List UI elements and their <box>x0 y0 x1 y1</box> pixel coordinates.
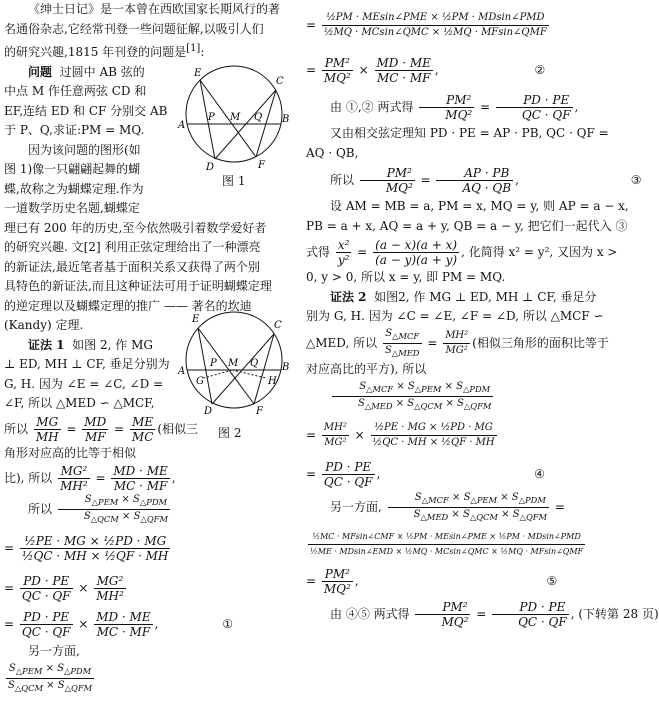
svg-text:M: M <box>230 112 241 123</box>
problem-line-3: EF,连结 ED 和 CF 分别交 AB <box>4 103 168 118</box>
proof2-line-8: 另一方面, $\frac{S_{\triangle MCF} \times S_{\triangle PEM} \times S_{\triangle PDM}}{S_{\triangle MED} \times S_{\triangle QCM} \times S_{\triangle QFM}}$ = <box>330 492 565 522</box>
proof2-line-1: 证法 2 如图2, 作 MG ⊥ ED, MH ⊥ CF, 垂足分 <box>330 289 597 304</box>
proof1-line-13: $\frac{S_{\triangle PEM} \times S_{\triangle PDM}}{S_{\triangle QCM} \times S_{\triangle QFM}}$ <box>8 662 93 693</box>
proof2-line-5: $\frac{S_{\triangle MCF} \times S_{\triangle PEM} \times S_{\triangle PDM}}{S_{\triangle MED} \times S_{\triangle QCM} \times S_{\triangle QFM}}$ <box>306 379 598 413</box>
proof1-cont-line-1: = $\frac{\text{½PM · MEsin∠PME × ½PM · MDsin∠PMD}}{\text{½MQ · MCsin∠QMC × ½MQ · MFsin∠QMF}}$ <box>306 12 547 38</box>
intro-line-2: 名通俗杂志,它经常刊登一些问题征解,以吸引人们 <box>4 21 264 36</box>
history-line-9: 的逆定理以及蝴蝶定理的推广 —— 著名的坎迪 <box>4 298 252 313</box>
svg-text:E: E <box>194 68 202 79</box>
svg-text:D: D <box>204 406 213 417</box>
proof1-line-10: = $\frac{PD \cdot PE}{QC \cdot QF}$ × $\frac{\text{MG²}}{\text{MH²}}$ <box>4 574 124 603</box>
proof2-line-3: △MED, 所以 $\frac{S_{\triangle MCF}}{S_{\triangle MED}}$ = $\frac{\text{MH²}}{\text{MG²}}$ (相似三角形的面积比等于 <box>306 327 609 358</box>
equation-label-4: ④ <box>534 467 545 481</box>
equation-label-1: ① <box>222 617 234 631</box>
history-line-2: 图 1)像一只翩翩起舞的蝴 <box>4 162 141 176</box>
figure-1-caption: 图 1 <box>222 174 246 188</box>
svg-text:C: C <box>276 76 284 87</box>
history-line-10: (Kandy) 定理. <box>4 318 84 332</box>
svg-text:G: G <box>196 376 204 387</box>
svg-text:M: M <box>228 358 239 369</box>
svg-text:F: F <box>256 406 263 417</box>
proof1-cont-line-9: 式得 $\frac{\text{x²}}{\text{y²}}$ = $\frac{(a - x)(a + x)}{(a - y)(a + y)}$ , 化简得 x² = y², 又因为 x > <box>306 238 618 267</box>
proof1-label: 证法 1 <box>28 337 65 352</box>
svg-text:B: B <box>282 114 290 125</box>
proof1-cont-line-8: PB = a + x, AQ = a + y, QB = a − y, 把它们一起代入 ③ <box>306 218 628 233</box>
proof1-line-3: G, H. 因为 ∠E = ∠C, ∠D = <box>4 376 164 391</box>
proof1-line-1: 证法 1 如图 2, 作 MG <box>28 337 153 352</box>
figure-2-caption: 图 2 <box>218 426 242 440</box>
right-column <box>306 0 659 630</box>
citation-1: [1] <box>186 43 201 54</box>
intro-line-1: 《绅士日记》是一本曾在西欧国家长期风行的著 <box>28 2 281 16</box>
svg-text:H: H <box>268 376 277 387</box>
intro-line-3: 的研究兴趣,1815 年刊登的问题是[1]: <box>4 43 205 59</box>
figure-1 <box>170 62 298 174</box>
proof2-line-2: 别为 G, H. 因为 ∠C = ∠E, ∠F = ∠D, 所以 △MCF ∽ <box>306 309 604 323</box>
proof2-line-11: 由 ④⑤ 两式得 $\frac{\text{PM²}}{\text{MQ²}}$ = $\frac{PD \cdot PE}{QC \cdot QF}$ , (下转第 28 页) <box>330 600 659 629</box>
proof1-line-4: ∠F, 所以 △MED ∽ △MCF, <box>4 396 155 410</box>
proof1-line-12: 另一方面, <box>28 644 80 658</box>
history-line-5: 理已有 200 年的历史,至今依然吸引着数学爱好者 <box>4 220 267 235</box>
equation-label-2: ② <box>534 63 546 77</box>
svg-text:Q: Q <box>254 112 263 123</box>
proof2-label: 证法 2 <box>330 289 367 304</box>
proof1-cont-line-2: = $\frac{\text{PM²}}{\text{MQ²}}$ × $\frac{MD \cdot ME}{MC \cdot MF}$ , ② <box>306 56 546 85</box>
svg-text:A: A <box>178 120 186 131</box>
proof1-cont-line-5: AQ · QB, <box>306 145 359 160</box>
svg-text:P: P <box>208 112 215 123</box>
history-line-1: 因为该问题的图形(如 <box>28 142 141 157</box>
history-line-3: 蝶,故称之为蝴蝶定理.作为 <box>4 181 144 196</box>
proof1-cont-line-4: 又由相交弦定理知 PD · PE = AP · PB, QC · QF = <box>330 126 609 140</box>
svg-text:Q: Q <box>250 358 259 369</box>
proof1-line-9: = $\frac{\text{½PE · MG × ½PD · MG}}{\text{½QC · MH × ½QF · MH}}$ <box>4 534 169 563</box>
proof2-line-4: 对应高比的平方), 所以 <box>306 361 427 376</box>
svg-text:C: C <box>274 320 282 331</box>
history-line-6: 的研究兴趣. 文[2] 利用正弦定理给出了一种漂亮 <box>4 240 261 254</box>
proof1-cont-line-7: 设 AM = MB = a, PM = x, MQ = y, 则 AP = a − x, <box>330 199 629 213</box>
equation-label-5: ⑤ <box>546 574 558 588</box>
problem-line-2: 中点 M 作任意两弦 CD 和 <box>4 84 147 98</box>
history-line-7: 的新证法,最近笔者基于面积关系又获得了两个别 <box>4 259 260 274</box>
proof2-line-6: = $\frac{\text{MH²}}{\text{MG²}}$ × $\frac{\text{½PE · MG × ½PD · MG}}{\text{½QC · MH × ½QF · MH}}$ <box>306 422 495 448</box>
proof1-cont-line-6: 所以 $\frac{\text{PM²}}{\text{MQ²}}$ = $\frac{AP \cdot PB}{AQ \cdot QB}$ , ③ <box>330 166 642 195</box>
svg-text:F: F <box>258 160 265 171</box>
proof1-cont-line-10: 0, y > 0, 所以 x = y, 即 PM = MQ. <box>306 270 506 284</box>
proof1-line-5: 所以 $\frac{MG}{MH}$ = $\frac{MD}{MF}$ = $\frac{ME}{MC}$ (相似三 <box>4 414 199 444</box>
problem-line-4: 于 P、Q,求证:PM = MQ. <box>4 123 145 137</box>
proof2-line-9: $\frac{\text{½MC · MFsin∠CMF × ½PM · MEsin∠PME × ½PM · MDsin∠PMD}}{\text{½ME · MDsin∠EMD × ½MQ · MCsin∠QMC × ½MQ · MFsin∠QMF}}$ <box>310 531 584 556</box>
proof1-cont-line-3: 由 ①,② 两式得 $\frac{\text{PM²}}{\text{MQ²}}$ = $\frac{PD \cdot PE}{QC \cdot QF}$ , <box>330 93 579 122</box>
svg-text:E: E <box>192 314 200 325</box>
proof1-line-2: ⊥ ED, MH ⊥ CF, 垂足分别为 <box>4 357 170 371</box>
svg-text:P: P <box>210 358 217 369</box>
problem-line-1: 问题 过圆中 AB 弦的 <box>28 64 145 79</box>
proof1-line-11: = $\frac{PD \cdot PE}{QC \cdot QF}$ × $\frac{MD \cdot ME}{MC \cdot MF}$ , ① <box>4 610 234 639</box>
proof2-line-7: = $\frac{PD \cdot PE}{QC \cdot QF}$ , ④ <box>306 460 545 489</box>
svg-text:D: D <box>206 162 215 173</box>
history-line-4: 一道数学历史名题,蝴蝶定 <box>4 201 140 215</box>
svg-text:B: B <box>282 362 290 373</box>
figure-2 <box>170 308 298 418</box>
svg-text:A: A <box>178 366 186 377</box>
history-line-8: 具特色的新证法,而且这种证法可用于证明蝴蝶定理 <box>4 279 272 293</box>
proof1-line-6: 角形对应高的比等于相似 <box>4 445 137 460</box>
problem-label: 问题 <box>28 64 53 79</box>
proof1-line-8: 所以 $\frac{S_{\triangle PEM} \times S_{\triangle PDM}}{S_{\triangle QCM} \times S_{\triangle QFM}}$ <box>28 494 168 524</box>
equation-label-3: ③ <box>630 173 642 187</box>
proof2-line-10: = $\frac{\text{PM²}}{\text{MQ²}}$ , ⑤ <box>306 567 558 596</box>
proof1-line-7: 比), 所以 $\frac{\text{MG²}}{\text{MH²}}$ = $\frac{MD \cdot ME}{MC \cdot MF}$ , <box>4 464 176 493</box>
